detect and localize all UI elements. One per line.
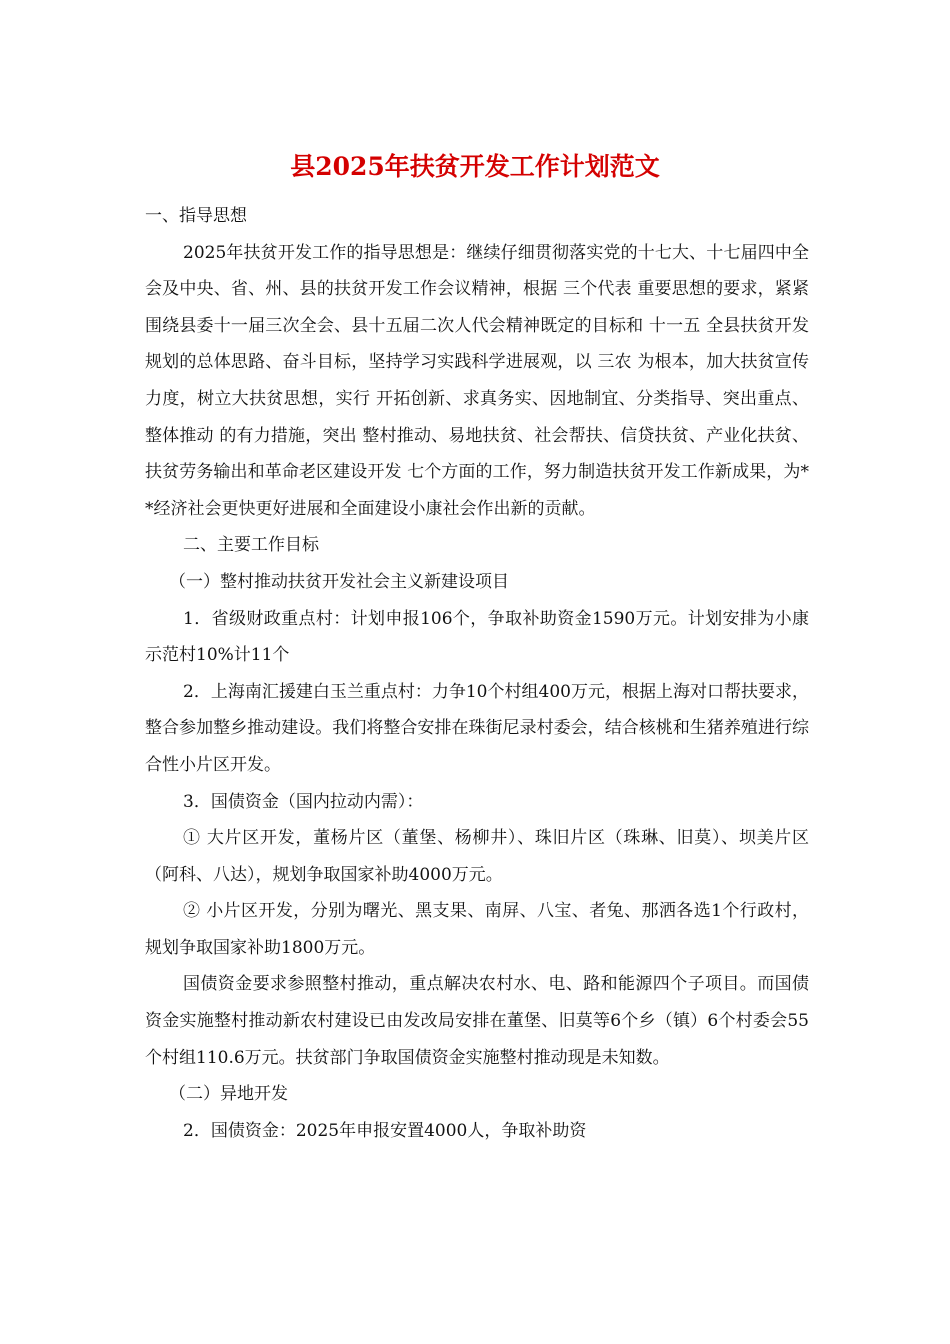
paragraph-treasury-requirements: 国债资金要求参照整村推动，重点解决农村水、电、路和能源四个子项目。而国债资金实施整村推动新农村建设已由发改局安排在董堡、旧莫等6个乡（镇）6个村委会55个村组110.6万元。扶贫部门争取国债资金实施整村推动现是未知数。 [145, 974, 809, 1068]
subsection-heading-relocation: （二）异地开发 [169, 1084, 288, 1105]
section-heading-main-goals: 二、主要工作目标 [183, 535, 319, 556]
list-item-treasury-funds: 3．国债资金（国内拉动内需）： [183, 791, 424, 812]
subsection-heading-whole-village: （一）整村推动扶贫开发社会主义新建设项目 [169, 571, 509, 592]
list-item-large-area-development: ① 大片区开发，董杨片区（董堡、杨柳井）、珠旧片区（珠琳、旧莫）、坝美片区（阿科、八达），规划争取国家补助4000万元。 [145, 828, 809, 885]
list-item-provincial-villages: 1．省级财政重点村：计划申报106个，争取补助资金1590万元。计划安排为小康示范村10%计11个 [145, 608, 809, 666]
section-heading-guiding-ideology: 一、指导思想 [145, 206, 247, 226]
document-title: 县2025年扶贫开发工作计划范文 [290, 152, 660, 181]
list-item-shanghai-aid: 2．上海南汇援建白玉兰重点村：力争10个村组400万元，根据上海对口帮扶要求，整合参加整乡推动建设。我们将整合安排在珠街尼录村委会，结合核桃和生猪养殖进行综合性小片区开发。 [145, 681, 809, 775]
list-item-relocation-treasury: 2．国债资金：2025年申报安置4000人，争取补助资 [183, 1120, 587, 1141]
paragraph-guiding-ideology: 2025年扶贫开发工作的指导思想是：继续仔细贯彻落实党的十七大、十七届四中全会及中央、省、州、县的扶贫开发工作会议精神，根据 三个代表 重要思想的要求，紧紧围绕县委十一届三次全会、县十五届二次人代会精神既定的目标和 十一五 全县扶贫开发规划的总体思路、奋斗目标，坚持学习实践科学进展观，以 三农 为根本，加大扶贫宣传力度，树立大扶贫思想，实行 开拓创新、求真务实、因地制宜、分类指导、突出重点、整体推动 的有力措施，突出 整村推动、易地扶贫、社会帮扶、信贷扶贫、产业化扶贫、扶贫劳务输出和革命老区建设开发 七个方面的工作，努力制造扶贫开发工作新成果，为**经济社会更快更好进展和全面建设小康社会作出新的贡献。 [145, 242, 809, 519]
document-body [145, 198, 809, 1149]
list-item-small-area-development: ② 小片区开发，分别为曙光、黑支果、南屏、八宝、者兔、那洒各选1个行政村，规划争取国家补助1800万元。 [145, 901, 809, 958]
